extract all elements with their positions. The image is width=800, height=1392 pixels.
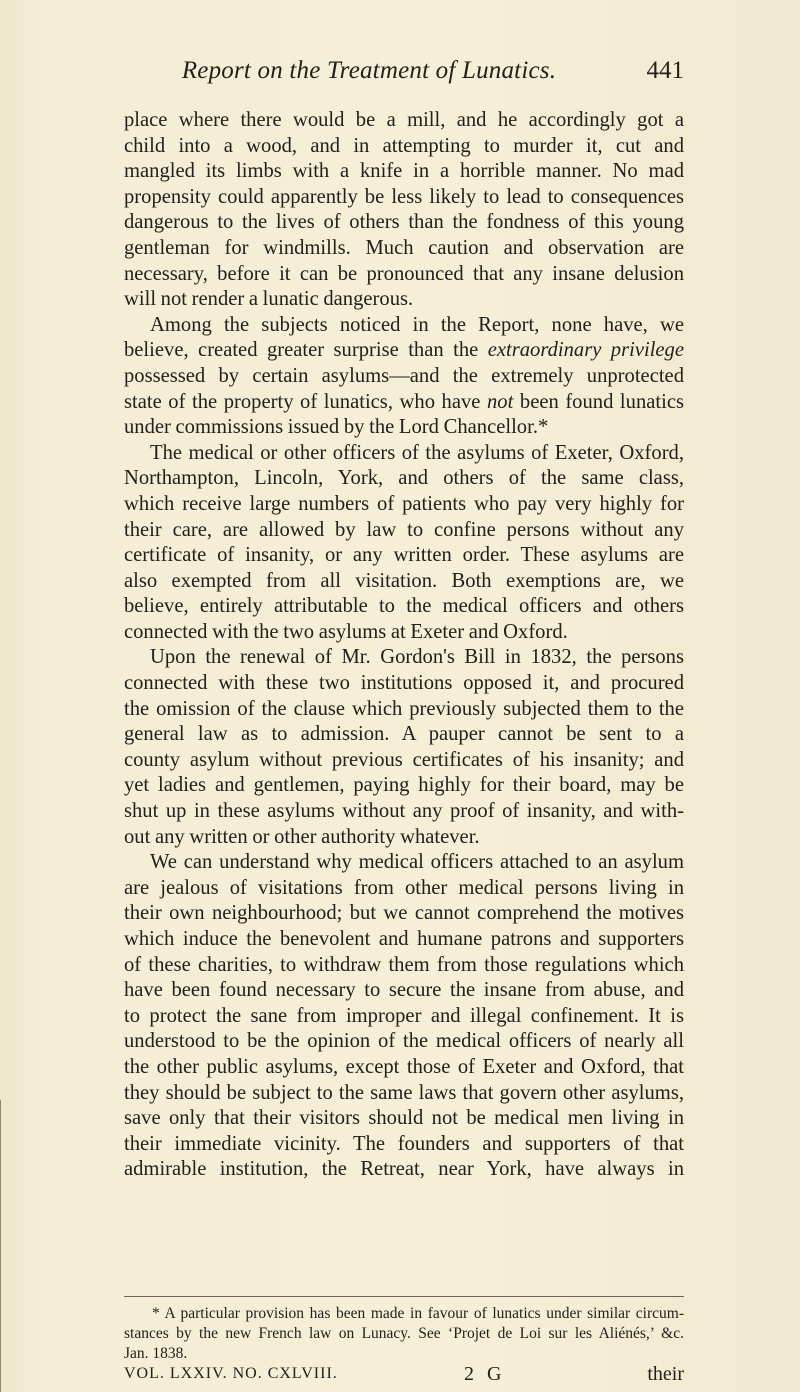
body-text xyxy=(124,108,684,1183)
footnote xyxy=(124,1304,684,1364)
emphasis-text: extraordinary privilege xyxy=(487,339,684,362)
text-line: are jealous of visitations from other medical persons living in xyxy=(124,876,684,899)
text-line: save only that their visitors should not be medical men living in xyxy=(124,1107,684,1130)
emphasis-text: not xyxy=(487,390,514,413)
text-line: dangerous to the lives of others than the fondness of this young xyxy=(124,211,684,234)
text-line: their care, are allowed by law to confine persons without any xyxy=(124,518,684,541)
page-edge-mark xyxy=(0,1100,1,1392)
text-line: believe, entirely attributable to the medical officers and others xyxy=(124,595,684,618)
footnote-line: Jan. 1838. xyxy=(124,1345,188,1362)
text-line: propensity could apparently be less likely to lead to consequences xyxy=(124,185,684,208)
page-header xyxy=(124,55,684,87)
text-line: general law as to admission. A pauper cannot be sent to a xyxy=(124,723,684,746)
text-line: which induce the benevolent and humane patrons and supporters xyxy=(124,928,684,950)
text-line: yet ladies and gentlemen, paying highly for their board, may be xyxy=(124,774,684,797)
footnote-divider xyxy=(124,1296,684,1297)
signature-mark: 2 G xyxy=(464,1363,506,1385)
text-line: certificate of insanity, or any written order. These asylums are xyxy=(124,544,684,567)
text-fragment: been found lunatics xyxy=(519,390,684,413)
text-line: the other public asylums, except those of Exeter and Oxford, that xyxy=(124,1055,684,1078)
text-line: under commissions issued by the Lord Chancellor.* xyxy=(124,416,549,439)
text-line-with-emphasis xyxy=(124,338,684,364)
signature-line xyxy=(124,1362,684,1386)
text-line: possessed by certain asylums—and the extremely unprotected xyxy=(124,364,684,387)
text-line-with-emphasis xyxy=(124,390,684,416)
paragraph-start-line: The medical or other officers of the asylums of Exeter, Oxford, xyxy=(150,441,684,464)
text-line: out any written or other authority whatever. xyxy=(124,825,480,848)
text-line: mangled its limbs with a knife in a horrible manner. No mad xyxy=(124,160,684,183)
text-line: shut up in these asylums without any proof of insanity, and with- xyxy=(124,800,684,823)
paragraph-start-line: Among the subjects noticed in the Report, none have, we xyxy=(150,313,684,336)
text-line: county asylum without previous certificates of his insanity; and xyxy=(124,748,684,771)
text-line: also exempted from all visitation. Both exemptions are, we xyxy=(124,569,684,592)
paragraph-start-line: Upon the renewal of Mr. Gordon's Bill in 1832, the persons xyxy=(150,646,684,669)
text-line: place where there would be a mill, and he accordingly got a xyxy=(124,109,684,131)
text-line: their immediate vicinity. The founders and supporters of that xyxy=(124,1132,684,1155)
text-line: which receive large numbers of patients who pay very highly for xyxy=(124,492,684,515)
paragraph-start-line: We can understand why medical officers attached to an asylum xyxy=(150,851,684,874)
text-fragment: state of the property of lunatics, who have xyxy=(124,390,481,413)
running-title: Report on the Treatment of Lunatics. xyxy=(181,57,557,84)
text-line: understood to be the opinion of the medical officers of nearly all xyxy=(124,1030,684,1053)
text-line: admirable institution, the Retreat, near York, have always in xyxy=(124,1158,684,1181)
volume-number: VOL. LXXIV. NO. CXLVIII. xyxy=(124,1365,338,1382)
text-line: gentleman for windmills. Much caution and observation are xyxy=(124,236,684,259)
text-line: connected with the two asylums at Exeter and Oxford. xyxy=(124,620,568,643)
text-line: Northampton, Lincoln, York, and others of the same class, xyxy=(124,467,684,490)
text-line: the omission of the clause which previously subjected them to the xyxy=(124,697,684,720)
text-line: connected with these two institutions opposed it, and procured xyxy=(124,672,684,695)
text-line: have been found necessary to secure the insane from abuse, and xyxy=(124,979,684,1002)
catchword: their xyxy=(647,1363,684,1385)
page-number: 441 xyxy=(646,57,684,84)
text-fragment: believe, created greater surprise than the xyxy=(124,339,479,362)
text-line: will not render a lunatic dangerous. xyxy=(124,288,414,311)
footnote-line: stances by the new French law on Lunacy. See ‘Projet de Loi sur les Aliénés,’ &c. xyxy=(124,1325,684,1342)
footnote-line: * A particular provision has been made in favour of lunatics under similar circum- xyxy=(152,1305,684,1322)
text-line: child into a wood, and in attempting to murder it, cut and xyxy=(124,134,684,157)
text-line: they should be subject to the same laws that govern other asylums, xyxy=(124,1081,684,1104)
text-line: their own neighbourhood; but we cannot comprehend the motives xyxy=(124,902,684,925)
text-line: of these charities, to withdraw them from those regulations which xyxy=(124,953,684,976)
text-line: necessary, before it can be pronounced that any insane delusion xyxy=(124,262,684,285)
text-line: to protect the sane from improper and illegal confinement. It is xyxy=(124,1004,684,1027)
